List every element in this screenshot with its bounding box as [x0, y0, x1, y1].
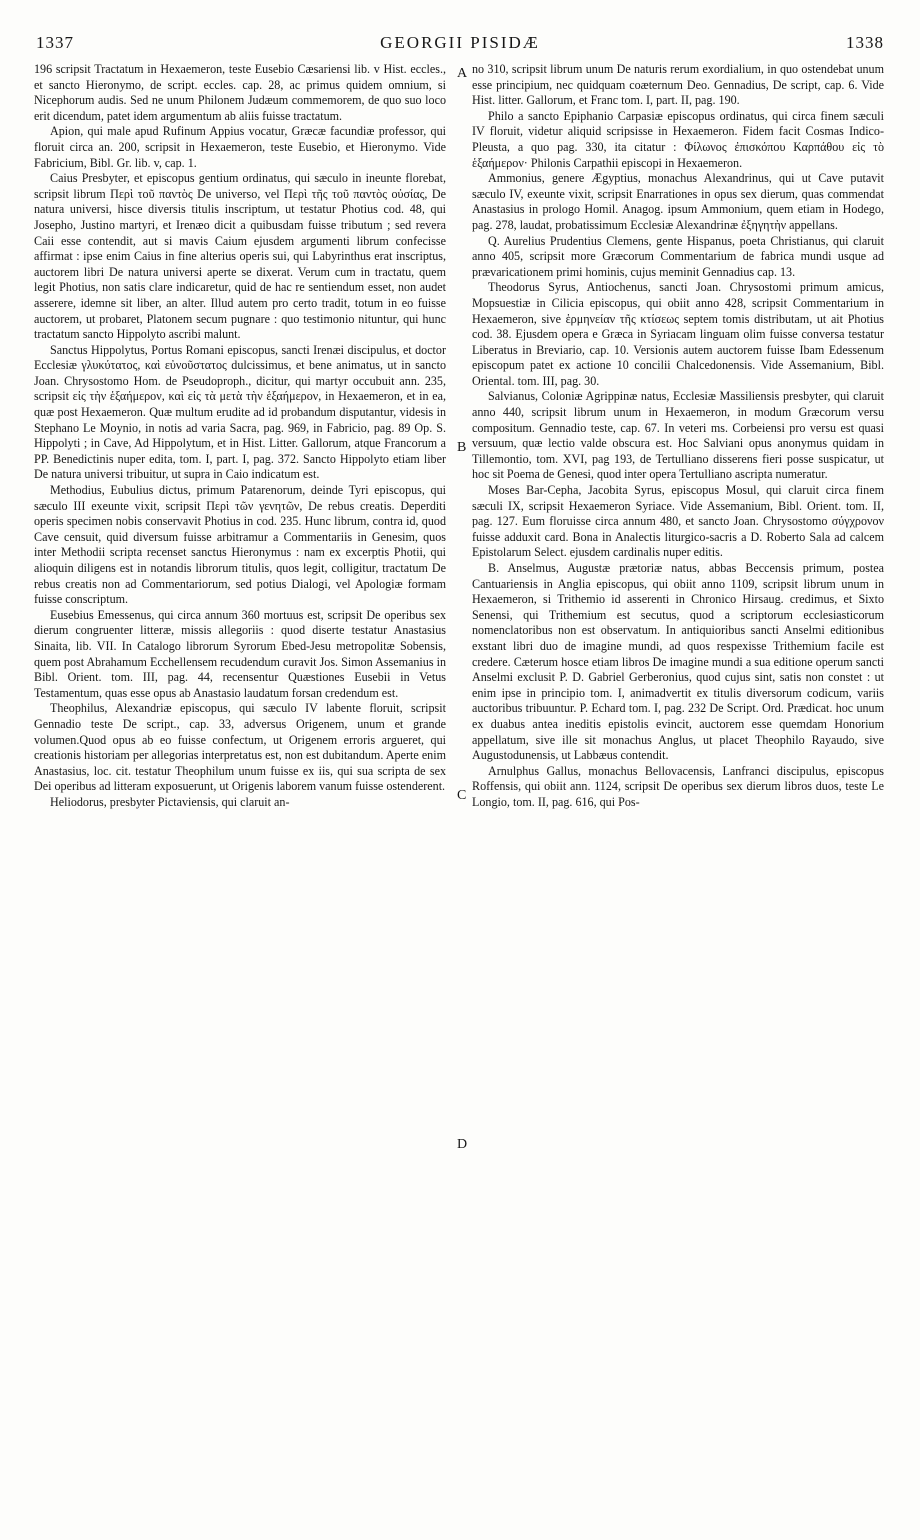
- page-number-left: 1337: [36, 33, 74, 52]
- paragraph: Theophilus, Alexandriæ episcopus, qui sæculo IV labente floruit, scripsit Gennadio teste De script., cap. 33, adversus Origenem, unum et grande volumen.Quod opus ab eo fuisse confectum, ut Origenem erroris argueret, qui creationis historiam per allegorias interpretatus est, non est dubitandum. Aperte enim Anastasius, loc. cit. testatur Theophilum unum fuisse ex iis, qui sua scripta de sex Dei operibus ad litteram exposuerunt, ut Origenis laborem vanum fuisse ostenderent.: [34, 701, 446, 794]
- paragraph: Philo a sancto Epiphanio Carpasiæ episcopus ordinatus, qui circa finem sæculi IV floruit, videtur aliquid scripsisse in Hexaemeron. Fidem facit Cosmas Indico-Pleusta, a quo pag. 330, ita citatur : Φίλωνος ἐπισκόπου Καρπάθου εἰς τὸ ἑξαήμερον· Philonis Carpathii episcopi in Hexaemeron.: [472, 108, 884, 170]
- paragraph: Methodius, Eubulius dictus, primum Patarenorum, deinde Tyri episcopus, qui sæculo III exeunte vixit, scripsit Περὶ τῶν γενητῶν, De rebus creatis. Deperditi operis specimen nobis conservavit Photius in cod. 235. Hunc librum, contra id, quod Cave censuit, quid diversum fuisse arbitramur a Commentariis in Genesim, quos inter Methodii scripta recenset sanctus Hieronymus : nam ex excerptis Photii, qui alioquin diligens est in notandis librorum titulis, quos legit, colligitur, tractatum De rebus creatis non ad Commentariorum, sed potius Dialogi, vel Apologiæ formam fuisse conscriptum.: [34, 483, 446, 607]
- paragraph: Sanctus Hippolytus, Portus Romani episcopus, sancti Irenæi discipulus, et doctor Ecclesiæ γλυκύτατος, καὶ εὐνοῦστατος dulcissimus, et bene animatus, ut in sancto Joan. Chrysostomo Hom. de Pseudoproph., dicitur, qui martyr occubuit ann. 235, scripsit εἰς τὴν ἑξαήμερον, καὶ εἰς τὰ μετὰ τὴν ἑξαήμερον, in Hexaemeron, et in ea, quæ post Hexaemeron. Quæ multum erudite ad id probandum disputantur, videsis in Stephano Le Moynio, in notis ad varia Sacra, pag. 969, in Fabricio, pag. 89 Op. S. Hippolyti ; in Cave, Ad Hippolytum, et in Hist. Litter. Gallorum, atque Francorum a PP. Benedictinis nuper edita, tom. I, part. I, pag. 372. Sancto Hippolyto etiam liber De natura universi tribuitur, ut supra in Caio indicatum est.: [34, 342, 446, 482]
- running-title: GEORGII PISIDÆ: [380, 33, 540, 52]
- paragraph: B. Anselmus, Augustæ prætoriæ natus, abbas Beccensis primum, postea Cantuariensis in Anglia episcopus, qui obiit anno 1109, scripsit librum unum in Hexaemeron, si Trithemio id asserenti in Chronico Hirsaug. credimus, et Sixto Senensi, qui Trithemium est secutus, quod a scriptorum ecclesiasticorum nomenclatoribus non est observatum. In antiquioribus sancti Anselmi editionibus exstant libri duo de imagine mundi, ad quos respexisse Trithemium facile est credere. Cæterum hosce etiam libros De imagine mundi a sua editione operum sancti Anselmi exclusit P. D. Gabriel Gerberonius, quod cujus sint, satis non constet : ut enim ipse in principio tom. I, animadvertit ex titulis diversorum codicum, variis auctoribus tribuuntur. P. Echard tom. I, pag. 232 De Script. Ord. Prædicat. hoc unum ex duabus antea ineditis epistolis evincit, auctorem esse quemdam Honorium appellatum, sive ille sit monachus Anglus, ut placet Theophilo Rayaudo, sive Augustodunensis, ut Labbæus contendit.: [472, 561, 884, 763]
- margin-letter-a: A: [457, 66, 468, 81]
- paragraph: Salvianus, Coloniæ Agrippinæ natus, Ecclesiæ Massiliensis presbyter, qui claruit anno 440, scripsit librum unum in Hexaemeron, in modum Græcorum versu compositum. Gennadio teste, cap. 67. In veteri ms. Corbeiensi pro versu est quasi versuum, quæ lectio valde obscura est. Hoc Salviani opus anonymus quidam in Tillemontio, tom. XVI, pag 193, de Tertulliano disserens fieri posse suspicatur, ut hoc sit Poema de Genesi, quod inter opera Tertulliano ascripta numeratur.: [472, 389, 884, 482]
- paragraph: no 310, scripsit librum unum De naturis rerum exordialium, in quo ostendebat unum esse principium, nec quidquam coæternum Deo. Gennadius, De script, cap. 6. Vide Hist. litter. Gallorum, et Franc tom. I, part. II, pag. 190.: [472, 62, 884, 108]
- paragraph: Caius Presbyter, et episcopus gentium ordinatus, qui sæculo in ineunte florebat, scripsit librum Περὶ τοῦ παντὸς De universo, vel Περὶ τῆς τοῦ παντὸς οὐσίας, De natura universi, hisce diversis titulis inscriptum, ut testatur Photius cod. 48, qui Josepho, Justino martyri, et Irenæo dicit a quibusdam fuisse tributum ; sed revera Caii esse contendit, aut si mavis Caium ejusdem argumenti librum confecisse affirmat : ipse enim Caius in fine alterius operis sui, qui Labyrinthus erat inscriptus, auctorem libri De natura universi aperte se dixerat. Verum cum in tractatu, quem legit Photius, non satis clare indicaretur, quid de hac re sentiendum esset, non audet asserere, idemne sit liber, an alter. Illud autem pro certo tradit, totum in eo fuisse auctorem, ut probaret, Platonem secum pugnare : quo testimonio nituntur, qui hunc tractatum sancto Hippolyto ascribi malunt.: [34, 171, 446, 342]
- paragraph: Arnulphus Gallus, monachus Bellovacensis, Lanfranci discipulus, episcopus Roffensis, qui obiit ann. 1124, scripsit De operibus sex dierum libros duos, teste Le Longio, tom. II, pag. 616, qui Pos-: [472, 763, 884, 809]
- left-column: [34, 62, 446, 811]
- running-header: [36, 33, 884, 55]
- margin-letter-d: D: [457, 1137, 468, 1152]
- right-column: [472, 62, 884, 811]
- paragraph: Ammonius, genere Ægyptius, monachus Alexandrinus, qui ut Cave putavit sæculo IV, exeunte vixit, scripsit Enarrationes in opus sex dierum, quas commendat Anastasius in prologo Homil. Anagog. ipsum Ammonium, quem etiam in Hodego, pag. 278, laudat, probatissimum Ecclesiæ Alexandrinæ ἐξηγητὴν appellans.: [472, 171, 884, 232]
- page-number-right: 1338: [846, 33, 884, 52]
- margin-letter-c: C: [457, 788, 467, 803]
- paragraph: Moses Bar-Cepha, Jacobita Syrus, episcopus Mosul, qui claruit circa finem sæculi IX, scripsit Hexaemeron Syriace. Vide Assemanium, Bibl. Orient. tom. II, pag. 127. Eum floruisse circa annum 480, et sancto Joan. Chrysostomo σύγχρονον fuisse adduxit card. Bona in Analectis liturgico-sacris a D. Roberto Sala ad calcem Epistolarum Select. ejusdem cardinalis nuper editis.: [472, 483, 884, 560]
- paragraph: Eusebius Emessenus, qui circa annum 360 mortuus est, scripsit De operibus sex dierum congruenter litteræ, missis allegoriis : quod diserte testatur Anastasius Sinaita, lib. VII. In Catalogo librorum Syrorum Ebed-Jesu metropolitæ Sobensis, quem post Abrahamum Ecchellensem recudendum curavit Jos. Simon Assemanius in Bibl. Orient. tom. III, pag. 44, recensentur Quæstiones Eusebii in Vetus Testamentum, quas esse opus ab Anastasio laudatum forsan credendum est.: [34, 607, 446, 700]
- paragraph: Heliodorus, presbyter Pictaviensis, qui claruit an-: [50, 794, 290, 809]
- margin-letter-b: B: [457, 440, 467, 455]
- paragraph: 196 scripsit Tractatum in Hexaemeron, teste Eusebio Cæsariensi lib. v Hist. eccles., et sancto Hieronymo, de script. eccles. cap. 28, ac primus quidem omnium, si Nicephorum audis. Sed ne unum Philonem Judæum commemorem, de quo suo loco erit dicendum, patet idem argumentum ab aliis fuisse tractatum.: [34, 62, 446, 123]
- paragraph: Apion, qui male apud Rufinum Appius vocatur, Græcæ facundiæ professor, qui floruit circa an. 200, scripsit in Hexaemeron, teste Eusebio, et Hieronymo. Vide Fabricium, Bibl. Gr. lib. v, cap. 1.: [34, 124, 446, 170]
- paragraph: Q. Aurelius Prudentius Clemens, gente Hispanus, poeta Christianus, qui claruit anno 405, scripsit more Græcorum Commentarium de fabrica mundi usque ad prævaricationem primi hominis, cujus meminit Gennadius cap. 13.: [472, 233, 884, 279]
- paragraph: Theodorus Syrus, Antiochenus, sancti Joan. Chrysostomi primum amicus, Mopsuestiæ in Cilicia episcopus, qui obiit anno 428, scripsit Commentarium in Hexaemeron, sive ἑρμηνείαν τῆς κτίσεως septem tomis distributam, ut ait Photius cod. 38. Ejusdem opera e Græca in Syriacam linguam olim fuisse conversa testatur Liberatus in Breviario, cap. 10. Versionis autem auctorem fuisse Ibam Edessenum episcopum patet ex actione 10 concilii Chalcedonensis. Vide Assemanium, Bibl. Oriental. tom. III, pag. 30.: [472, 280, 884, 388]
